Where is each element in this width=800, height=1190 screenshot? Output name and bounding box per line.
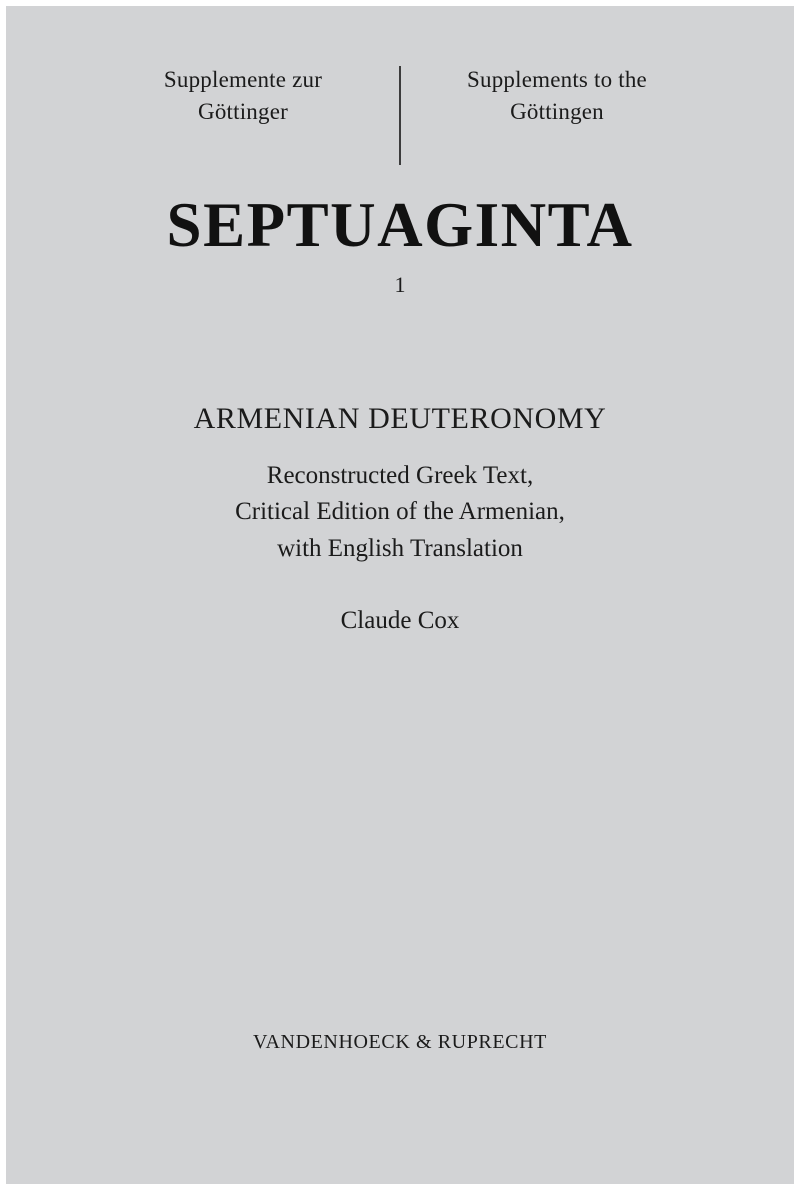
series-title-german-line2: Göttinger [198, 98, 288, 124]
series-title-english-line2: Göttingen [510, 98, 604, 124]
series-title-german-line1: Supplemente zur [163, 67, 323, 92]
publisher-name: VANDENHOECK & RUPRECHT [253, 1031, 547, 1053]
book-cover [6, 6, 794, 1184]
book-subtitle-line3: with English Translation [277, 534, 523, 562]
book-subtitle-line2: Critical Edition of the Armenian, [235, 498, 565, 526]
main-title: SEPTUAGINTA [166, 190, 634, 260]
book-subtitle [6, 458, 794, 567]
series-header [6, 64, 794, 165]
series-title-english-line1: Supplements to the [467, 67, 647, 92]
volume-number: 1 [394, 272, 406, 297]
series-title-german [109, 64, 399, 127]
book-title: ARMENIAN DEUTERONOMY [193, 402, 607, 435]
series-title-english [401, 64, 691, 127]
book-subtitle-line1: Reconstructed Greek Text, [266, 462, 534, 489]
author-name: Claude Cox [340, 607, 460, 634]
